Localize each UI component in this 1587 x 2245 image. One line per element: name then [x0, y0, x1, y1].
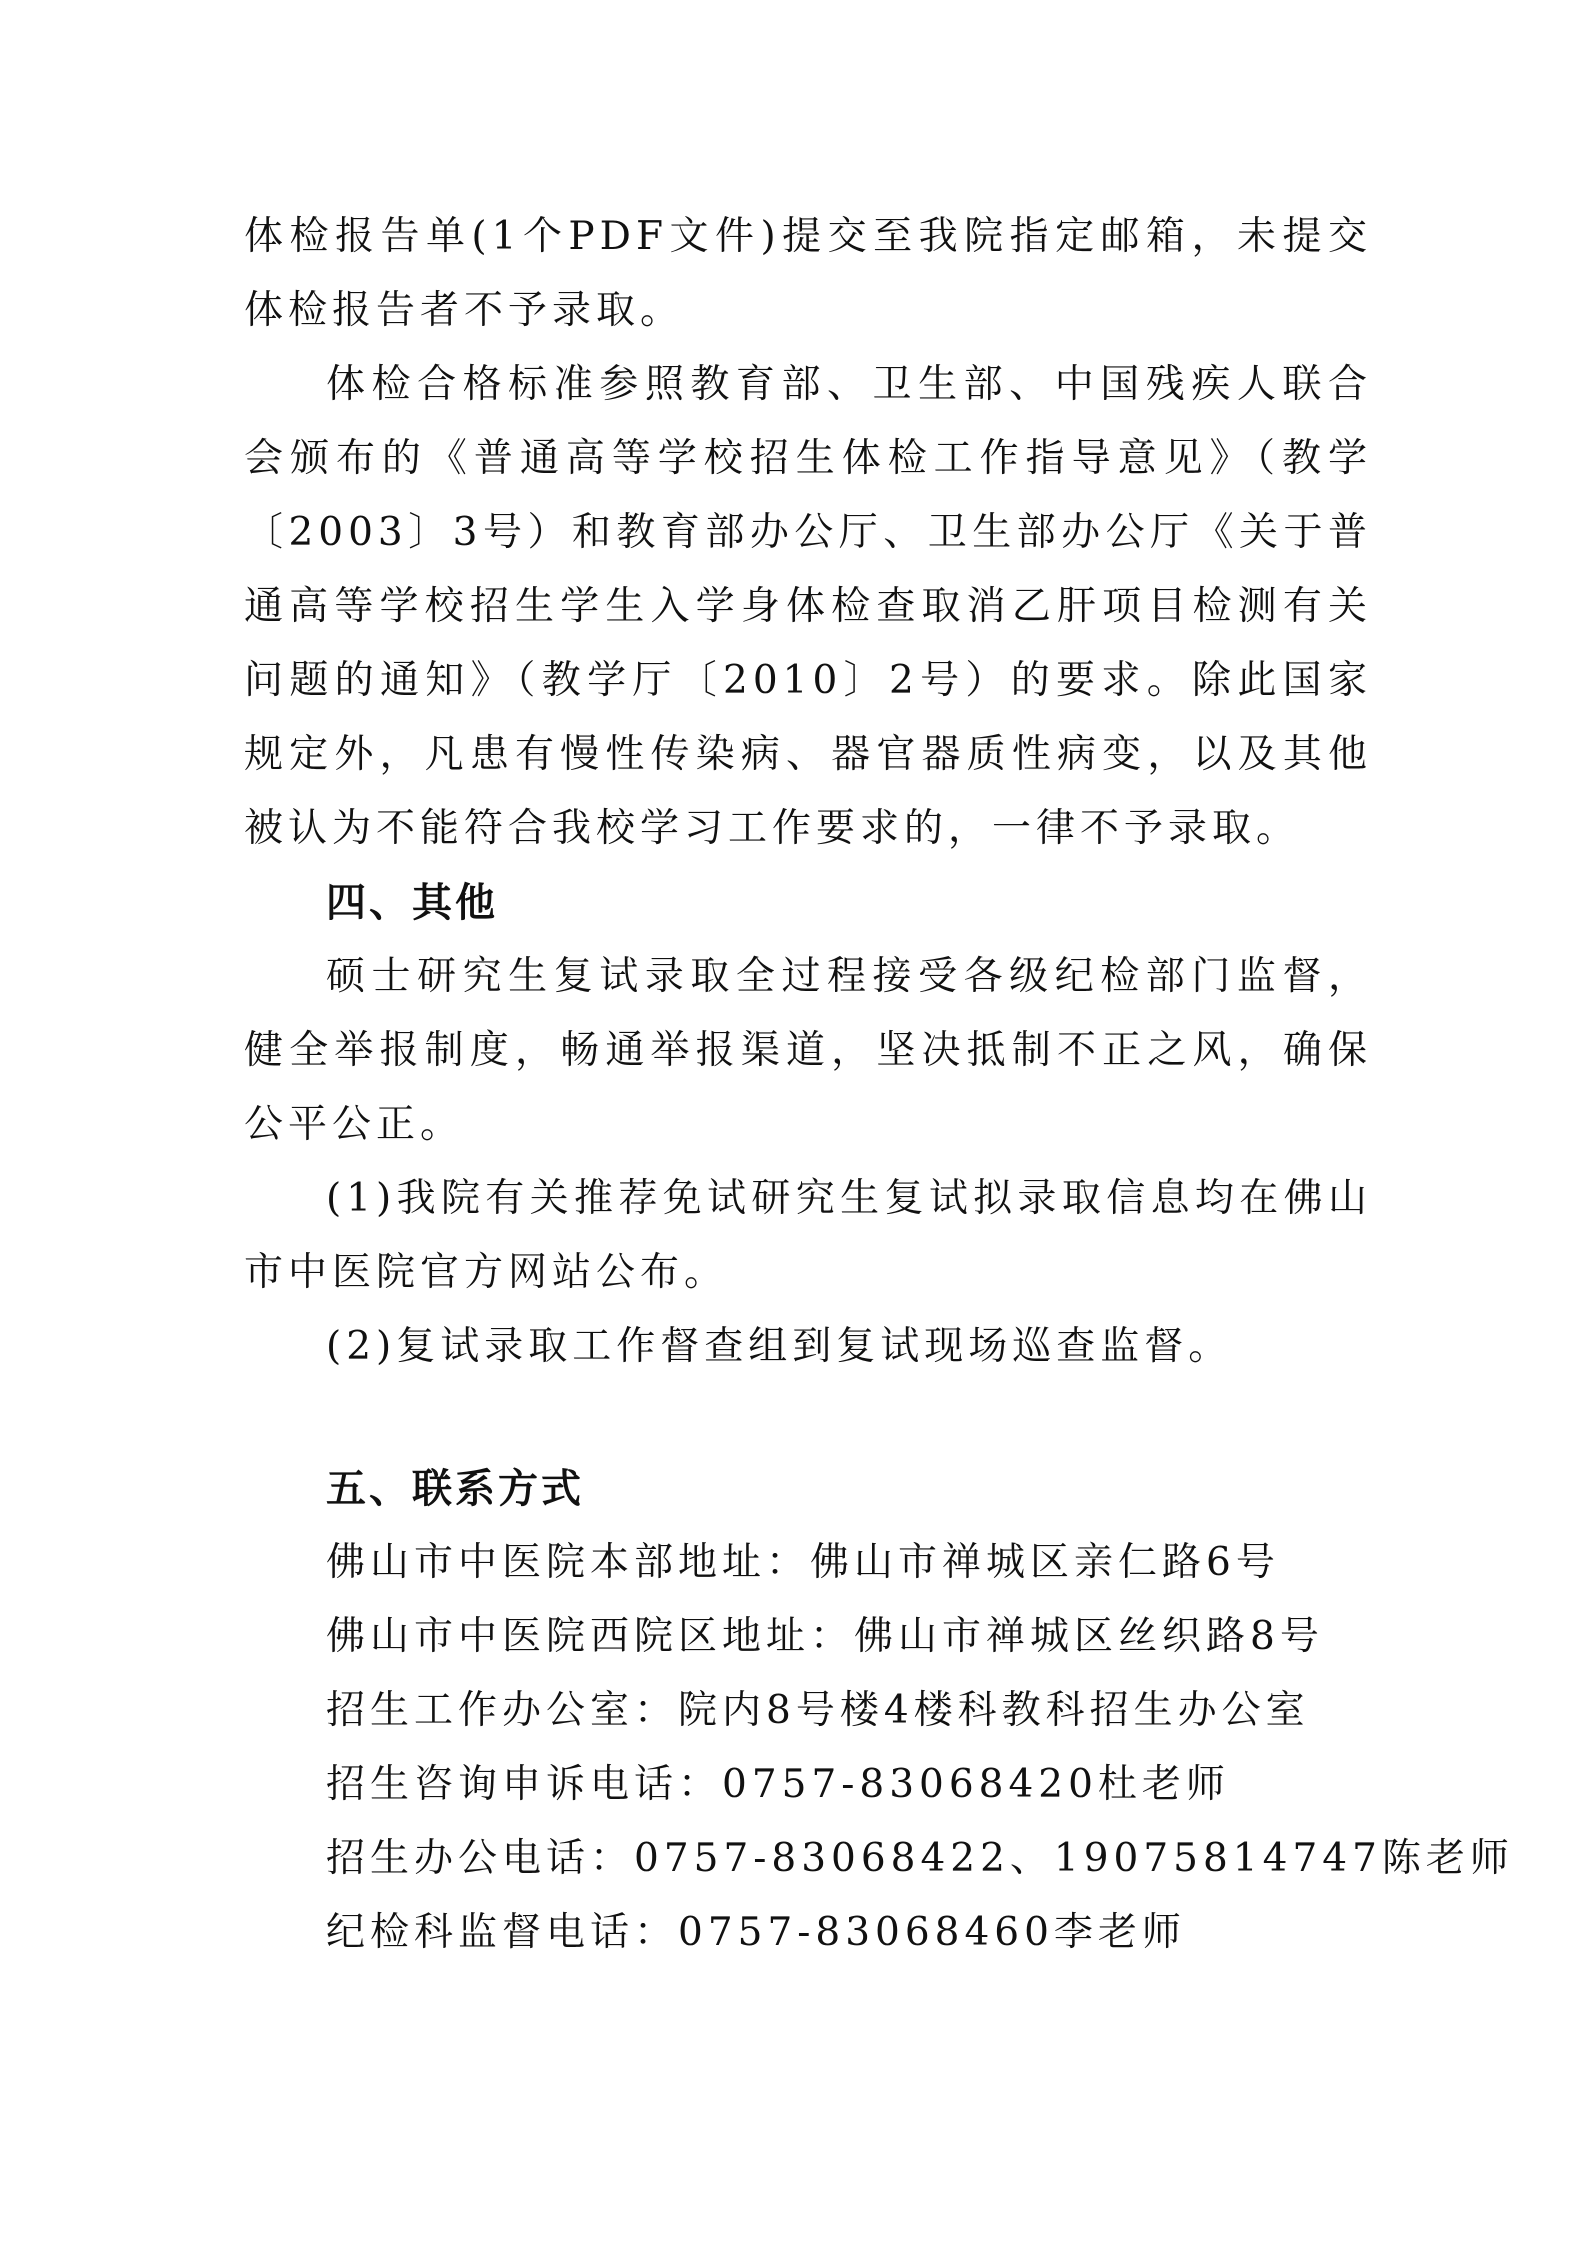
paragraph-health-standard: 体检合格标准参照教育部、卫生部、中国残疾人联合会颁布的《普通高等学校招生体检工作指导意见》（教学〔2003〕3号）和教育部办公厅、卫生部办公厅《关于普通高等学校招生学生入学身体检查取消乙肝项目检测有关问题的通知》（教学厅〔2010〕2号）的要求。除此国家规定外，凡患有慢性传染病、器官器质性病变，以及其他被认为不能符合我校学习工作要求的，一律不予录取。 — [244, 362, 1372, 851]
contact-office-phone: 招生办公电话：0757-83068422、19075814747陈老师 — [326, 1836, 1514, 1881]
contact-supervision-phone: 纪检科监督电话：0757-83068460李老师 — [326, 1910, 1186, 1955]
section-heading-other: 四、其他 — [326, 880, 498, 926]
contact-west-address: 佛山市中医院西院区地址：佛山市禅城区丝织路8号 — [326, 1614, 1324, 1659]
section-spacer — [244, 1384, 1372, 1452]
contact-main-address: 佛山市中医院本部地址：佛山市禅城区亲仁路6号 — [326, 1540, 1280, 1585]
paragraph-publish-info: (1)我院有关推荐免试研究生复试拟录取信息均在佛山市中医院官方网站公布。 — [244, 1176, 1372, 1295]
paragraph-inspection: (2)复试录取工作督查组到复试现场巡查监督。 — [326, 1324, 1233, 1369]
paragraph-health-report: 体检报告单(1个PDF文件)提交至我院指定邮箱，未提交体检报告者不予录取。 — [244, 214, 1372, 333]
contact-consult-phone: 招生咨询申诉电话：0757-83068420杜老师 — [326, 1762, 1230, 1807]
contact-office: 招生工作办公室：院内8号楼4楼科教科招生办公室 — [326, 1688, 1310, 1733]
paragraph-supervision: 硕士研究生复试录取全过程接受各级纪检部门监督，健全举报制度，畅通举报渠道，坚决抵制不正之风，确保公平公正。 — [244, 954, 1372, 1147]
section-heading-contact: 五、联系方式 — [326, 1466, 584, 1512]
document-body — [244, 200, 1514, 1970]
